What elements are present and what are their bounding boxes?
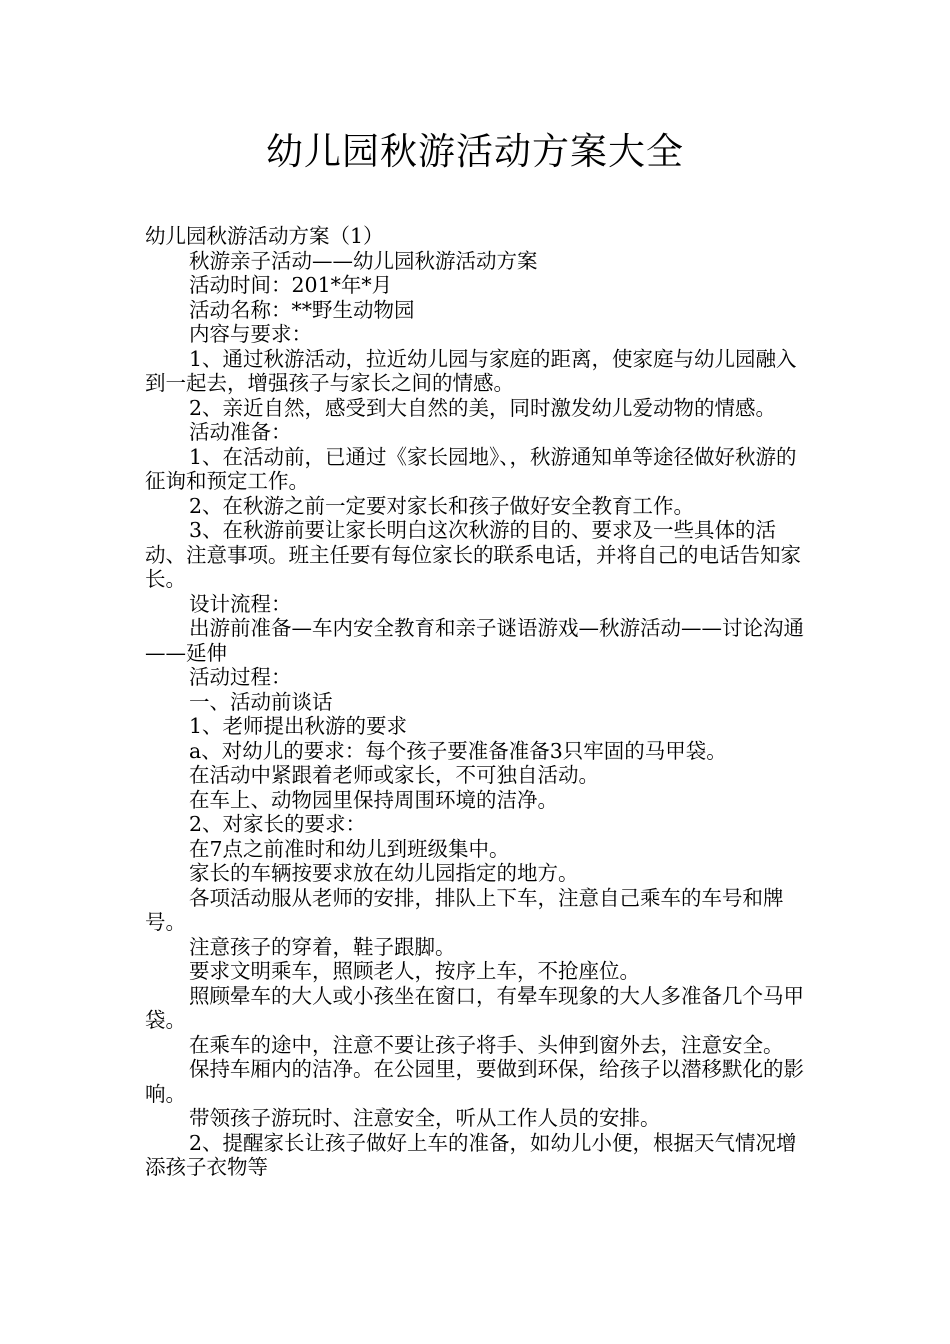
paragraph: 在7点之前准时和幼儿到班级集中。: [189, 836, 510, 861]
paragraph: 在乘车的途中，注意不要让孩子将手、头伸到窗外去，注意安全。: [189, 1032, 784, 1057]
document-title: 幼儿园秋游活动方案大全: [266, 130, 684, 173]
paragraph: 活动时间：201*年*月: [189, 273, 393, 297]
paragraph: 要求文明乘车，照顾老人，按序上车，不抢座位。: [189, 959, 640, 983]
paragraph: 秋游亲子活动——幼儿园秋游活动方案: [189, 248, 538, 273]
paragraph: 2、亲近自然，感受到大自然的美，同时激发幼儿爱动物的情感。: [189, 395, 777, 420]
paragraph: 2、对家长的要求：: [189, 812, 367, 836]
paragraph: 在车上、动物园里保持周围环境的洁净。: [189, 787, 558, 812]
paragraph: 出游前准备—车内安全教育和亲子谜语游戏—秋游活动——讨论沟通——延伸: [145, 616, 804, 665]
section-heading: 幼儿园秋游活动方案（1）: [145, 224, 384, 248]
paragraph: a、对幼儿的要求：每个孩子要准备准备3只牢固的马甲袋。: [189, 738, 727, 763]
paragraph: 活动过程：: [189, 665, 292, 689]
paragraph: 在活动中紧跟着老师或家长，不可独自活动。: [189, 763, 599, 787]
paragraph: 活动准备：: [189, 420, 292, 444]
paragraph: 1、在活动前，已通过《家长园地》、，秋游通知单等途径做好秋游的征询和预定工作。: [145, 444, 797, 493]
paragraph: 注意孩子的穿着，鞋子跟脚。: [189, 934, 456, 959]
paragraph: 2、提醒家长让孩子做好上车的准备，如幼儿小便，根据天气情况增添孩子衣物等: [145, 1130, 797, 1179]
paragraph: 一、活动前谈话: [189, 689, 333, 714]
paragraph: 设计流程：: [189, 591, 292, 616]
paragraph: 2、在秋游之前一定要对家长和孩子做好安全教育工作。: [189, 493, 695, 518]
paragraph: 3、在秋游前要让家长明白这次秋游的目的、要求及一些具体的活动、注意事项。班主任要有每位家长的联系电话，并将自己的电话告知家长。: [145, 518, 801, 591]
paragraph: 1、老师提出秋游的要求: [189, 714, 408, 738]
document-body: [145, 224, 810, 1180]
paragraph: 照顾晕车的大人或小孩坐在窗口，有晕车现象的大人多准备几个马甲袋。: [145, 983, 804, 1032]
paragraph: 1、通过秋游活动，拉近幼儿园与家庭的距离，使家庭与幼儿园融入到一起去，增强孩子与家长之间的情感。: [145, 346, 797, 395]
paragraph: 家长的车辆按要求放在幼儿园指定的地方。: [189, 861, 579, 885]
paragraph: 各项活动服从老师的安排，排队上下车，注意自己乘车的车号和牌号。: [145, 885, 784, 934]
paragraph: 内容与要求：: [189, 322, 312, 346]
paragraph: 活动名称：**野生动物园: [189, 297, 415, 322]
paragraph: 带领孩子游玩时、注意安全，听从工作人员的安排。: [189, 1106, 661, 1130]
paragraph: 保持车厢内的洁净。在公园里，要做到环保，给孩子以潜移默化的影响。: [145, 1057, 804, 1106]
